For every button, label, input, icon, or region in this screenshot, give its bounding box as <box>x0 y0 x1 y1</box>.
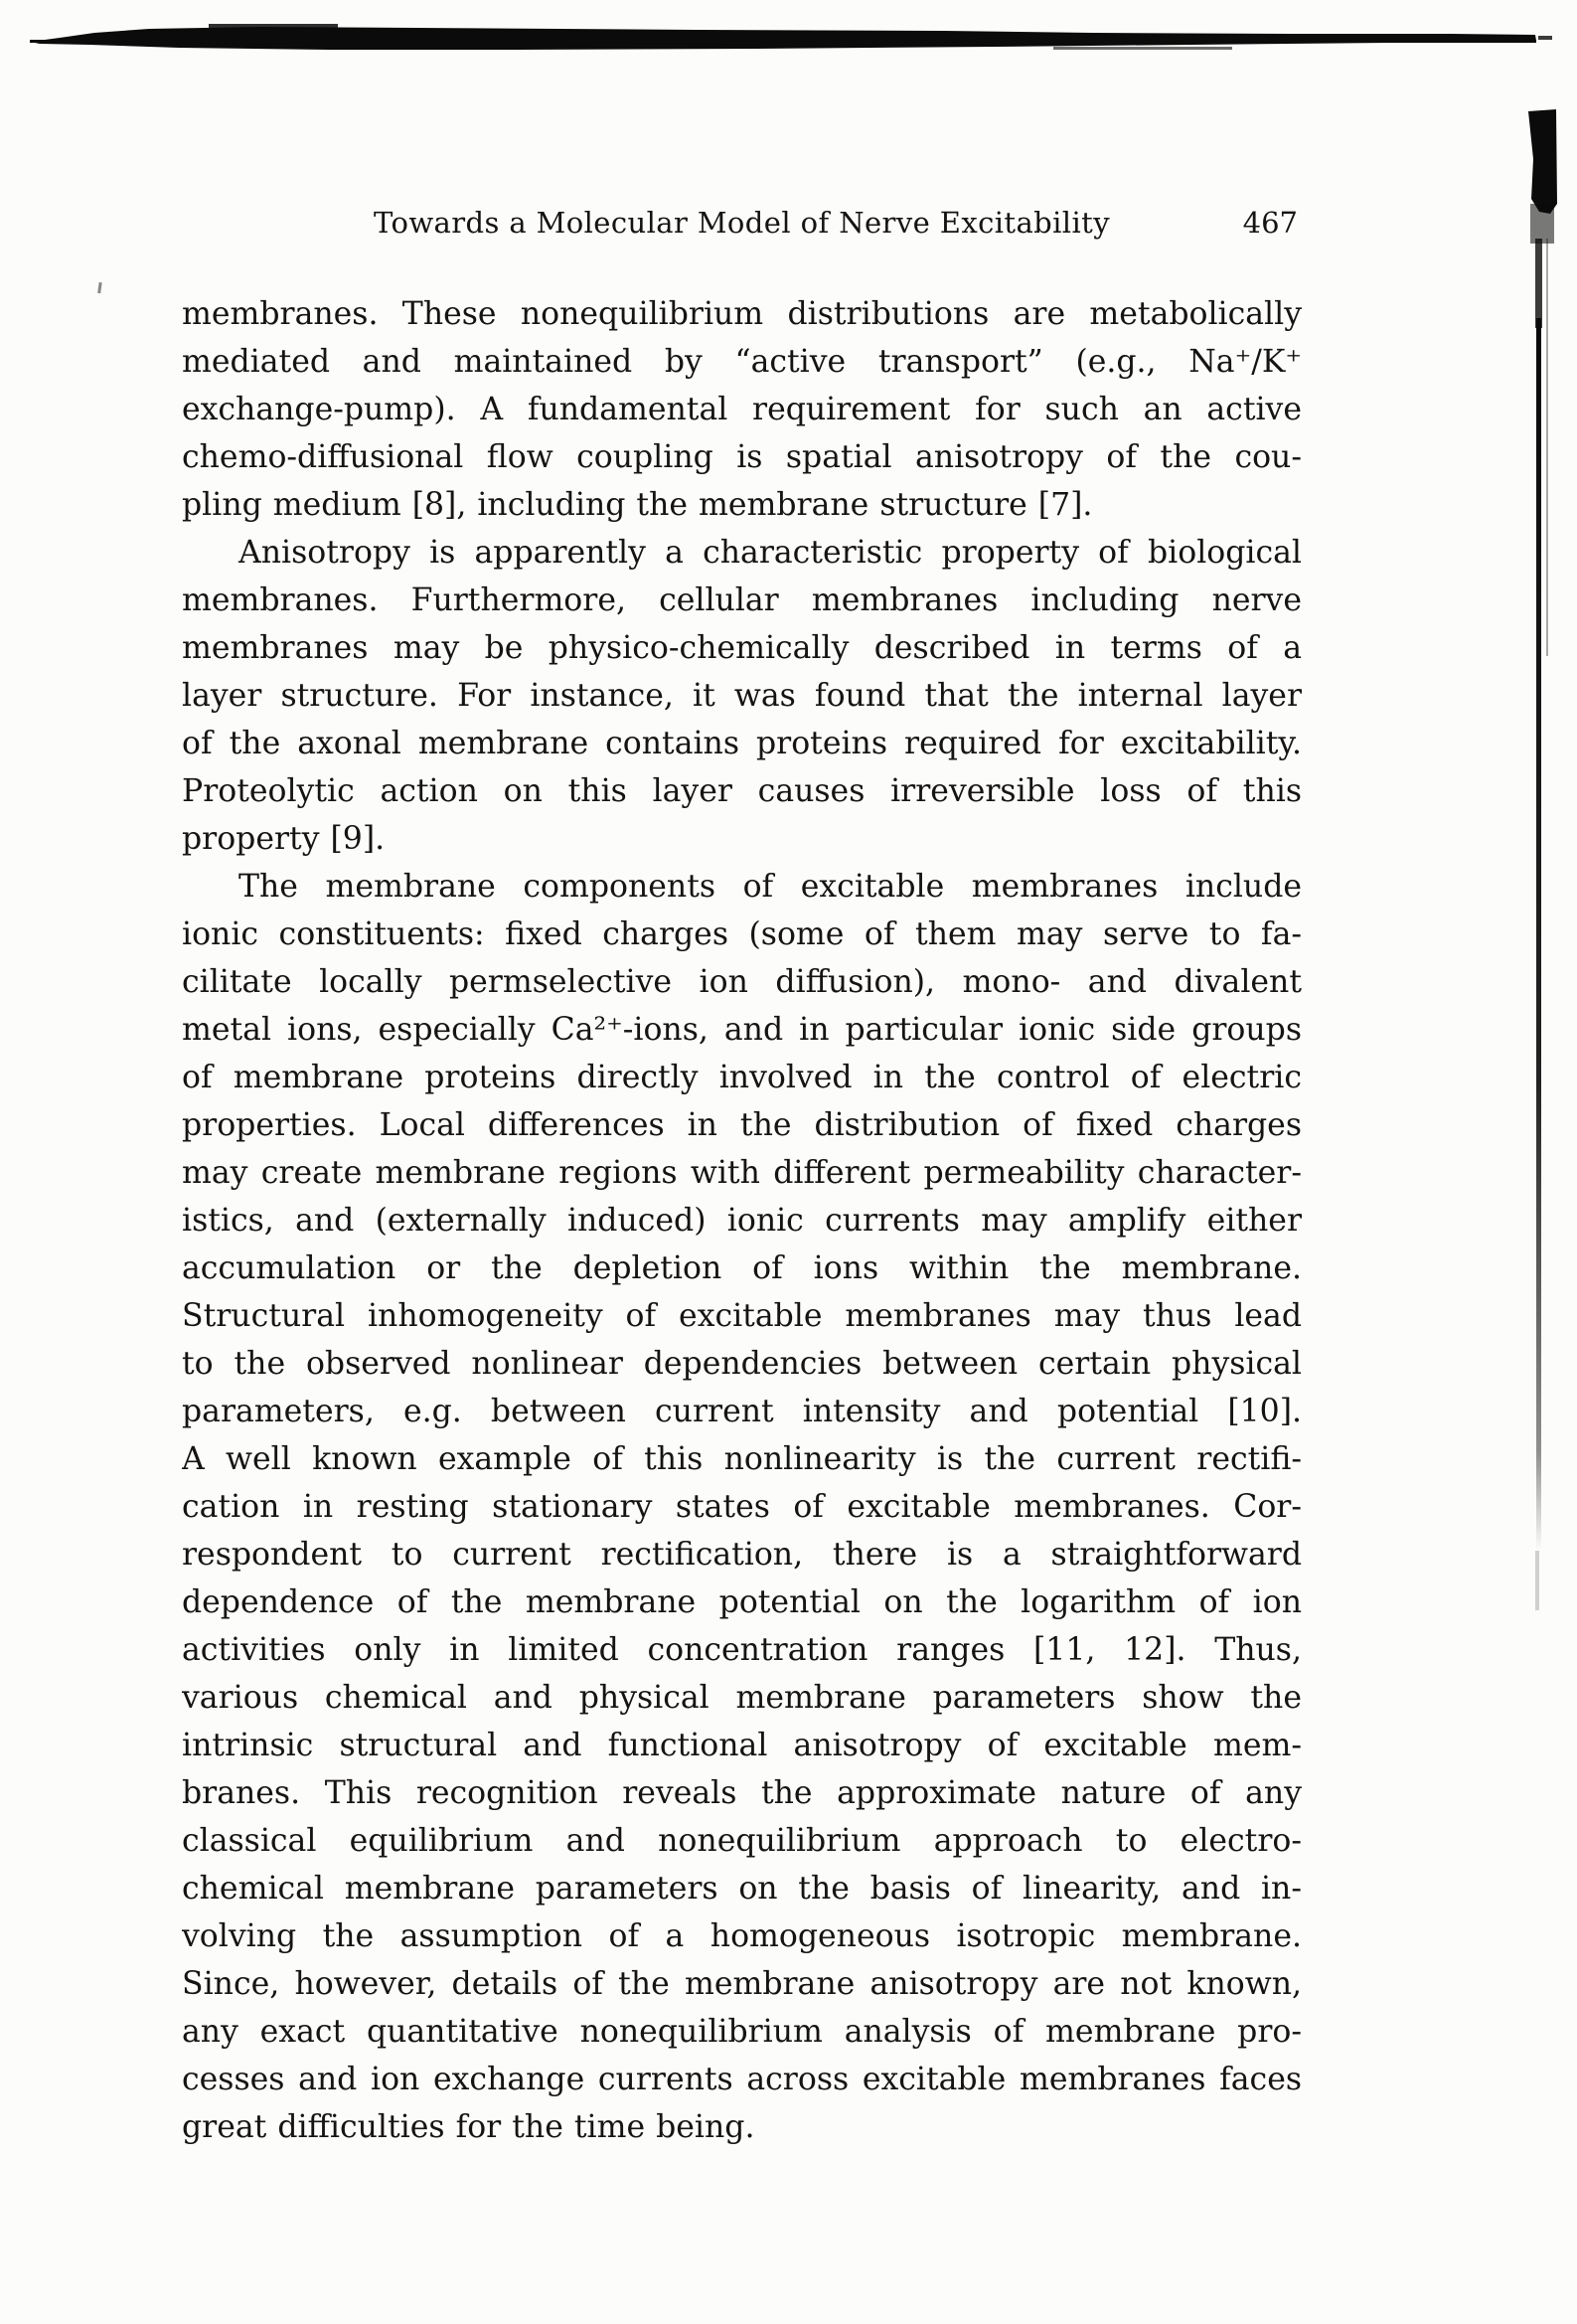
text-line: any exact quantitative nonequilibrium analysis of membrane pro- <box>182 2014 1302 2050</box>
text-line: Structural inhomogeneity of excitable membranes may thus lead <box>182 1298 1302 1334</box>
text-line: metal ions, especially Ca²⁺-ions, and in particular ionic side groups <box>182 1012 1302 1048</box>
scan-artifact-top-bar <box>30 24 1552 50</box>
text-line: Since, however, details of the membrane anisotropy are not known, <box>182 1966 1302 2002</box>
text-line: properties. Local differences in the distribution of fixed charges <box>182 1107 1302 1143</box>
text-line: membranes. These nonequilibrium distributions are metabolically <box>182 296 1302 332</box>
text-line: Proteolytic action on this layer causes irreversible loss of this <box>182 773 1302 809</box>
text-line: of membrane proteins directly involved in the control of electric <box>182 1060 1302 1095</box>
paragraph <box>182 863 1302 2151</box>
text-line: intrinsic structural and functional anisotropy of excitable mem- <box>182 1728 1302 1763</box>
text-line: chemo-diffusional flow coupling is spatial anisotropy of the cou- <box>182 439 1302 475</box>
text-line: classical equilibrium and nonequilibrium approach to electro- <box>182 1823 1302 1859</box>
text-line: chemical membrane parameters on the basis of linearity, and in- <box>182 1871 1302 1907</box>
paragraph <box>182 529 1302 863</box>
text-line: ionic constituents: fixed charges (some of them may serve to fa- <box>182 916 1302 952</box>
text-line: The membrane components of excitable membranes include <box>238 869 1302 905</box>
text-line: Anisotropy is apparently a characteristic property of biological <box>238 535 1302 571</box>
text-line: dependence of the membrane potential on the logarithm of ion <box>182 1584 1302 1620</box>
text-line: pling medium [8], including the membrane structure [7]. <box>182 487 1093 523</box>
text-line: to the observed nonlinear dependencies between certain physical <box>182 1346 1302 1382</box>
text-line: cesses and ion exchange currents across excitable membranes faces <box>182 2062 1302 2097</box>
text-line: volving the assumption of a homogeneous isotropic membrane. <box>182 1918 1302 1954</box>
text-line: exchange-pump). A fundamental requirement for such an active <box>182 392 1302 427</box>
text-line: of the axonal membrane contains proteins required for excitability. <box>182 726 1302 761</box>
page-number: 467 <box>1242 206 1298 240</box>
text-line: mediated and maintained by “active transport” (e.g., Na⁺/K⁺ <box>182 344 1302 380</box>
text-line: parameters, e.g. between current intensity and potential [10]. <box>182 1394 1302 1429</box>
text-line: various chemical and physical membrane parameters show the <box>182 1680 1302 1716</box>
text-line: istics, and (externally induced) ionic currents may amplify either <box>182 1203 1302 1239</box>
scan-speck <box>97 282 102 293</box>
text-line: A well known example of this nonlinearity is the current rectifi- <box>182 1441 1302 1477</box>
text-line: cation in resting stationary states of excitable membranes. Cor- <box>182 1489 1302 1525</box>
text-line: membranes may be physico-chemically described in terms of a <box>182 630 1302 666</box>
text-line: property [9]. <box>182 821 386 857</box>
running-head <box>182 203 1302 247</box>
text-line: great difficulties for the time being. <box>182 2109 755 2145</box>
text-line: may create membrane regions with different permeability character- <box>182 1155 1302 1191</box>
text-line: branes. This recognition reveals the approximate nature of any <box>182 1775 1302 1811</box>
text-line: activities only in limited concentration ranges [11, 12]. Thus, <box>182 1632 1302 1668</box>
scan-artifact-right-edge <box>1528 109 1557 1610</box>
text-line: respondent to current rectification, there is a straightforward <box>182 1537 1302 1573</box>
text-line: membranes. Furthermore, cellular membranes including nerve <box>182 582 1302 618</box>
text-line: layer structure. For instance, it was found that the internal layer <box>182 678 1302 714</box>
text-line: cilitate locally permselective ion diffusion), mono- and divalent <box>182 964 1302 1000</box>
text-line: accumulation or the depletion of ions within the membrane. <box>182 1250 1302 1286</box>
paragraph <box>182 290 1302 529</box>
body-text <box>182 290 1302 2151</box>
page-title: Towards a Molecular Model of Nerve Excitability <box>373 206 1110 240</box>
